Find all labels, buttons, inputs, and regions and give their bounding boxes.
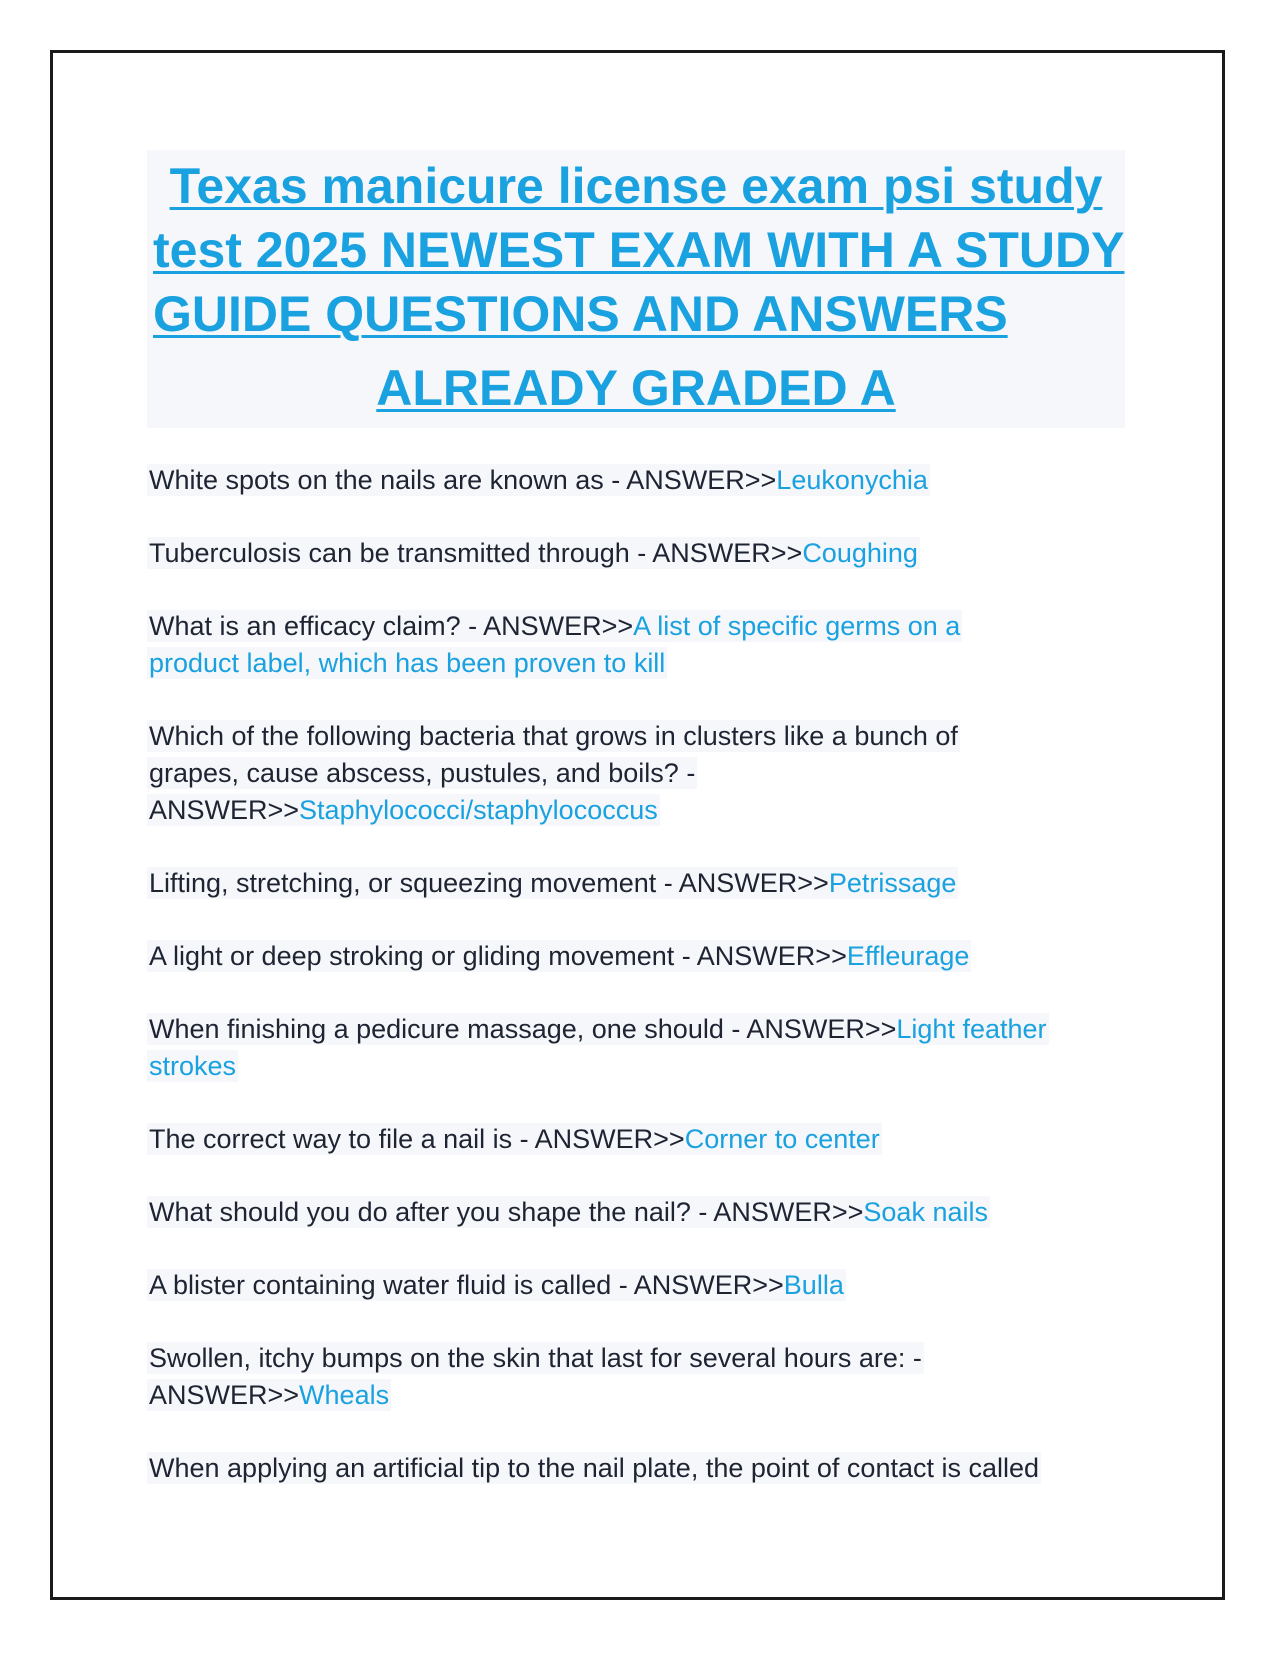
question-text: A light or deep stroking or gliding movement - ANSWER>> — [149, 941, 847, 971]
question-text: Lifting, stretching, or squeezing movement - ANSWER>> — [149, 868, 829, 898]
document-content — [147, 150, 1137, 1523]
answer-text: Bulla — [783, 1270, 844, 1300]
answer-text: Light feather — [896, 1014, 1047, 1044]
qa-item — [147, 865, 1137, 902]
qa-item — [147, 1450, 1137, 1487]
answer-text: product label, which has been proven to kill — [149, 648, 666, 678]
title-line[interactable]: Texas manicure license exam psi study — [169, 158, 1103, 214]
question-text: grapes, cause abscess, pustules, and boils? - — [149, 758, 696, 788]
question-text: The correct way to file a nail is - ANSWER>> — [149, 1124, 685, 1154]
qa-item — [147, 462, 1137, 499]
answer-text: Wheals — [299, 1380, 390, 1410]
qa-item — [147, 1011, 1137, 1085]
answer-text: strokes — [149, 1051, 237, 1081]
answer-text: Petrissage — [828, 868, 957, 898]
question-text: White spots on the nails are known as - ANSWER>> — [149, 465, 777, 495]
qa-item — [147, 718, 1137, 829]
question-text: When applying an artificial tip to the nail plate, the point of contact is called — [149, 1453, 1040, 1483]
document-title — [147, 150, 1125, 428]
answer-text: Corner to center — [684, 1124, 880, 1154]
question-text: What is an efficacy claim? - ANSWER>> — [149, 611, 634, 641]
answer-text: Coughing — [802, 538, 918, 568]
answer-text: Staphylococci/staphylococcus — [299, 795, 658, 825]
question-text: What should you do after you shape the nail? - ANSWER>> — [149, 1197, 864, 1227]
qa-item — [147, 1194, 1137, 1231]
answer-text: Soak nails — [863, 1197, 988, 1227]
question-text: Swollen, itchy bumps on the skin that last for several hours are: - — [149, 1343, 922, 1373]
question-text: When finishing a pedicure massage, one should - ANSWER>> — [149, 1014, 897, 1044]
qa-item — [147, 535, 1137, 572]
answer-text: A list of specific germs on a — [633, 611, 961, 641]
qa-list — [147, 462, 1137, 1487]
question-text: ANSWER>> — [149, 795, 300, 825]
title-line[interactable]: GUIDE QUESTIONS AND ANSWERS — [153, 286, 1008, 342]
question-text: Tuberculosis can be transmitted through - ANSWER>> — [149, 538, 803, 568]
qa-item — [147, 938, 1137, 975]
question-text: Which of the following bacteria that grows in clusters like a bunch of — [149, 721, 958, 751]
answer-text: Leukonychia — [776, 465, 928, 495]
qa-item — [147, 608, 1137, 682]
question-text: A blister containing water fluid is called - ANSWER>> — [149, 1270, 784, 1300]
qa-item — [147, 1267, 1137, 1304]
title-line[interactable]: test 2025 NEWEST EXAM WITH A STUDY — [153, 222, 1125, 278]
qa-item — [147, 1340, 1137, 1414]
answer-text: Effleurage — [846, 941, 970, 971]
title-line[interactable]: ALREADY GRADED A — [376, 360, 896, 416]
qa-item — [147, 1121, 1137, 1158]
question-text: ANSWER>> — [149, 1380, 300, 1410]
